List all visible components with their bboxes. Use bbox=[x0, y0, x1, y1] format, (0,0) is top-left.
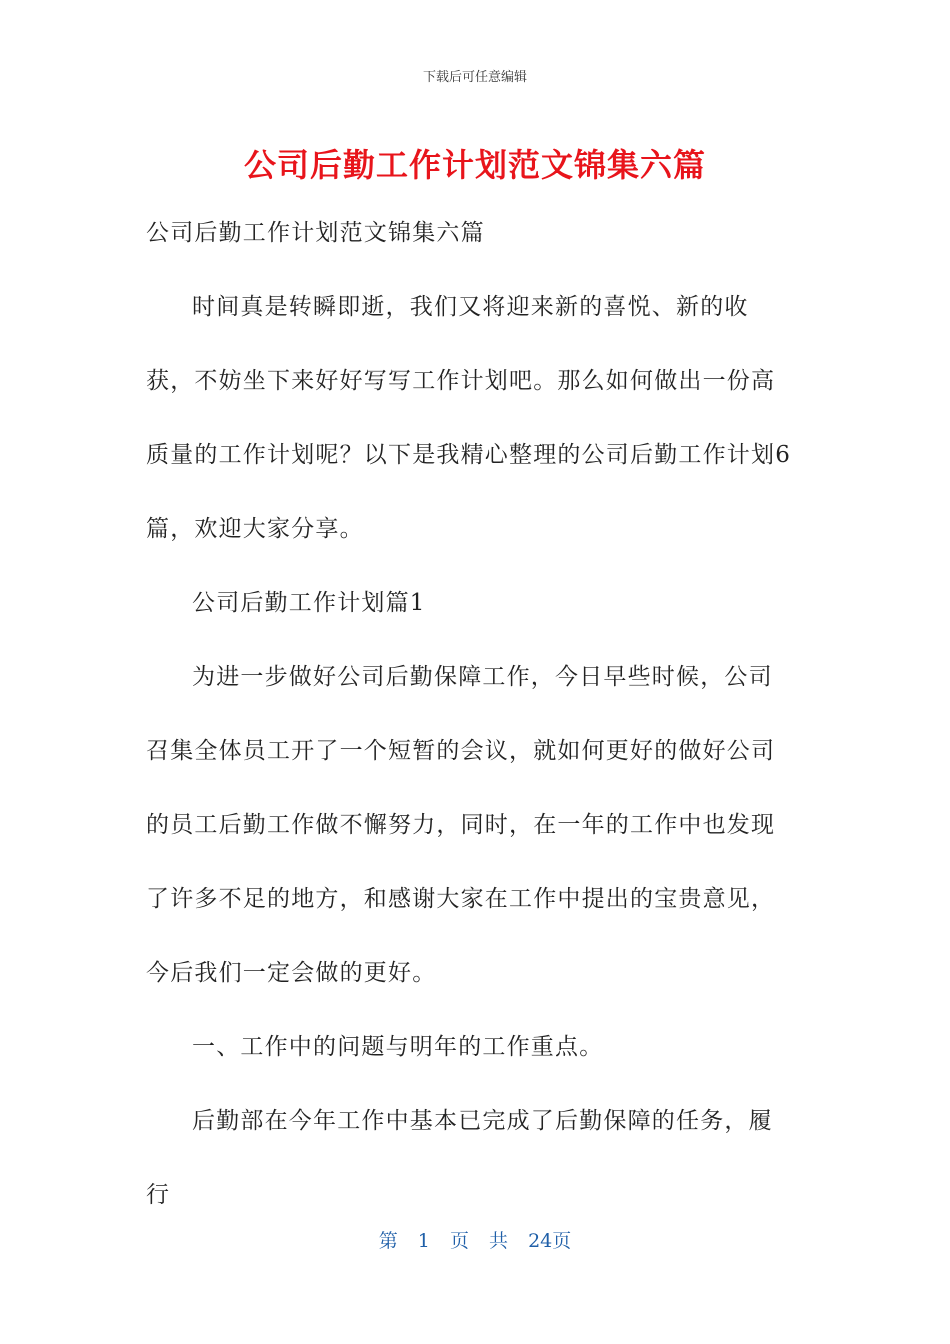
document-body bbox=[146, 196, 794, 1232]
footer-page-unit: 页 bbox=[449, 1230, 469, 1252]
body-paragraph: 后勤部在今年工作中基本已完成了后勤保障的任务，履行 bbox=[146, 1108, 773, 1208]
intro-paragraph: 时间真是转瞬即逝，我们又将迎来新的喜悦、新的收获，不妨坐下来好好写写工作计划吧。那么如何做出一份高质量的工作计划呢？以下是我精心整理的公司后勤工作计划6篇，欢迎大家分享。 bbox=[146, 294, 792, 542]
header-note: 下载后可任意编辑 bbox=[422, 70, 527, 85]
subsection-heading: 一、工作中的问题与明年的工作重点。 bbox=[192, 1034, 604, 1060]
footer-prefix: 第 bbox=[378, 1230, 398, 1252]
footer-current-page: 1 bbox=[417, 1230, 430, 1252]
body-paragraph: 为进一步做好公司后勤保障工作，今日早些时候，公司召集全体员工开了一个短暂的会议，就如何更好的做好公司的员工后勤工作做不懈努力，同时，在一年的工作中也发现了许多不足的地方，和感谢大家在工作中提出的宝贵意见，今后我们一定会做的更好。 bbox=[146, 664, 776, 986]
page-footer bbox=[0, 1226, 950, 1253]
section-heading: 公司后勤工作计划篇1 bbox=[192, 590, 426, 616]
footer-total-pages: 24页 bbox=[528, 1230, 572, 1252]
document-title: 公司后勤工作计划范文锦集六篇 bbox=[243, 146, 706, 184]
footer-total-prefix: 共 bbox=[489, 1230, 509, 1252]
subtitle-paragraph: 公司后勤工作计划范文锦集六篇 bbox=[146, 220, 485, 246]
